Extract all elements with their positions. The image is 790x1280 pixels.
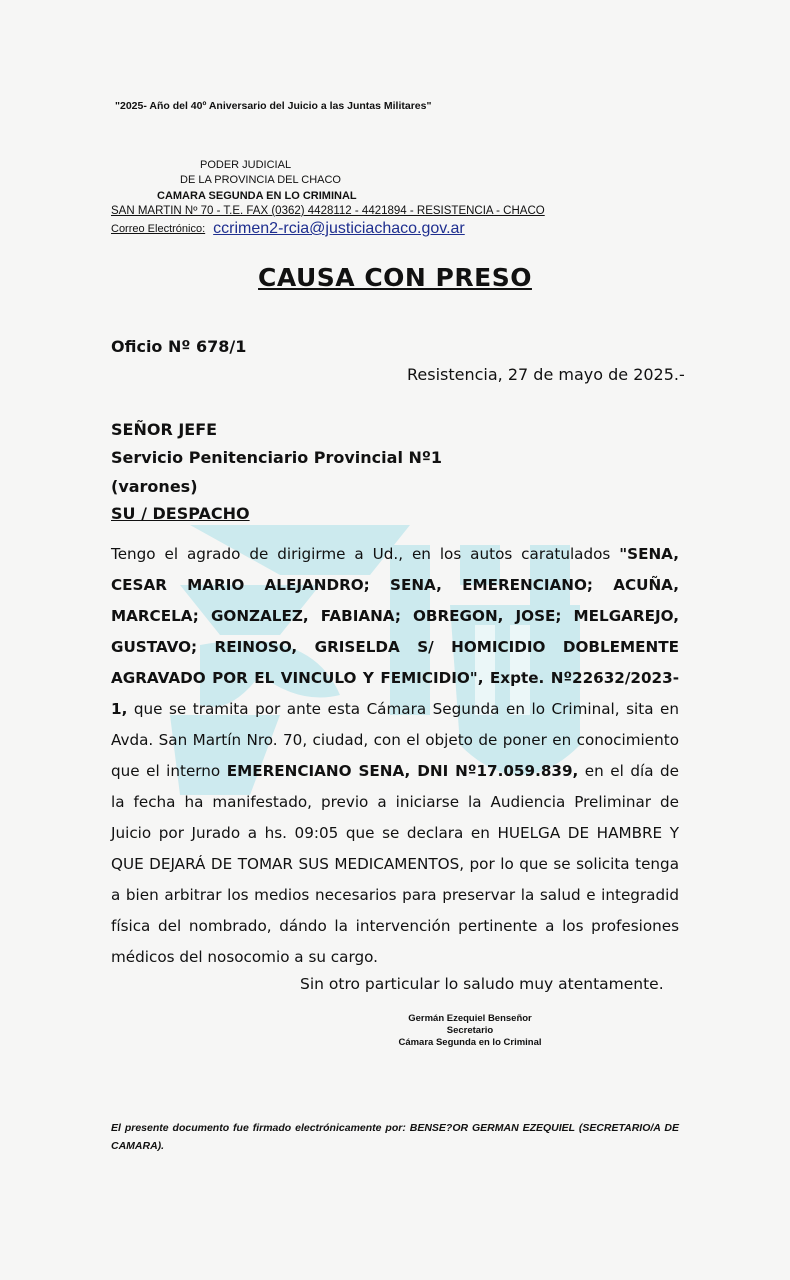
recipient-line-1: SEÑOR JEFE	[111, 420, 218, 439]
inmate-identification: EMERENCIANO SENA, DNI Nº17.059.839,	[226, 762, 579, 780]
document-date: Resistencia, 27 de mayo de 2025.-	[407, 365, 685, 384]
signature-name: Germán Ezequiel Benseñor	[408, 1013, 532, 1024]
recipient-line-2: Servicio Penitenciario Provincial Nº1	[111, 448, 443, 467]
body-end: en el día de la fecha ha manifestado, previo a iniciarse la Audiencia Preliminar de Juicio por Jurado a hs. 09:05 que se declara en HUELGA DE HAMBRE Y QUE DEJARÁ DE TOMAR SUS MEDICAMENTOS, por lo que se solicita tenga a bien arbitrar los medios necesarios para preservar la salud e integradid física del nombrado, dándo la intervención pertinente a los profesiones médicos del nosocomio a su cargo.	[111, 762, 679, 966]
electronic-signature-note: El presente documento fue firmado electrónicamente por: BENSE?OR GERMAN EZEQUIEL (SECRETARIO/A DE CAMARA).	[111, 1122, 679, 1152]
header-provincia: DE LA PROVINCIA DEL CHACO	[180, 174, 341, 186]
closing-line: Sin otro particular lo saludo muy atentamente.	[300, 975, 664, 993]
body-paragraph	[111, 539, 679, 973]
signature-office: Cámara Segunda en lo Criminal	[398, 1037, 542, 1048]
body-intro: Tengo el agrado de dirigirme a Ud., en los autos caratulados	[111, 545, 620, 563]
recipient-line-3: (varones)	[111, 477, 198, 496]
header-camara: CAMARA SEGUNDA EN LO CRIMINAL	[157, 190, 357, 202]
recipient-line-4: SU / DESPACHO	[111, 504, 250, 523]
document-title: CAUSA CON PRESO	[258, 263, 532, 292]
email-label: Correo Electrónico:	[111, 223, 206, 235]
email-link[interactable]: ccrimen2-rcia@justiciachaco.gov.ar	[213, 220, 465, 237]
body-middle: que se tramita por ante esta Cámara Segunda en lo Criminal, sita en Avda. San Martín Nro. 70, ciudad, con el objeto de poner en conocimiento que el interno	[111, 700, 679, 780]
oficio-number: Oficio Nº 678/1	[111, 337, 247, 356]
case-caption: "SENA, CESAR MARIO ALEJANDRO; SENA, EMERENCIANO; ACUÑA, MARCELA; GONZALEZ, FABIANA; OBREGON, JOSE; MELGAREJO, GUSTAVO; REINOSO, GRISELDA S/ HOMICIDIO DOBLEMENTE AGRAVADO POR EL VINCULO Y FEMICIDIO", Expte. Nº22632/2023-1,	[111, 545, 679, 718]
header-poder-judicial: PODER JUDICIAL	[200, 159, 292, 171]
header-email-line	[111, 221, 465, 237]
signature-role: Secretario	[446, 1025, 494, 1036]
year-motto: "2025- Año del 40º Aniversario del Juicio a las Juntas Militares"	[115, 100, 432, 112]
header-address: SAN MARTIN Nº 70 - T.E. FAX (0362) 4428112 - 4421894 - RESISTENCIA - CHACO	[111, 205, 545, 217]
